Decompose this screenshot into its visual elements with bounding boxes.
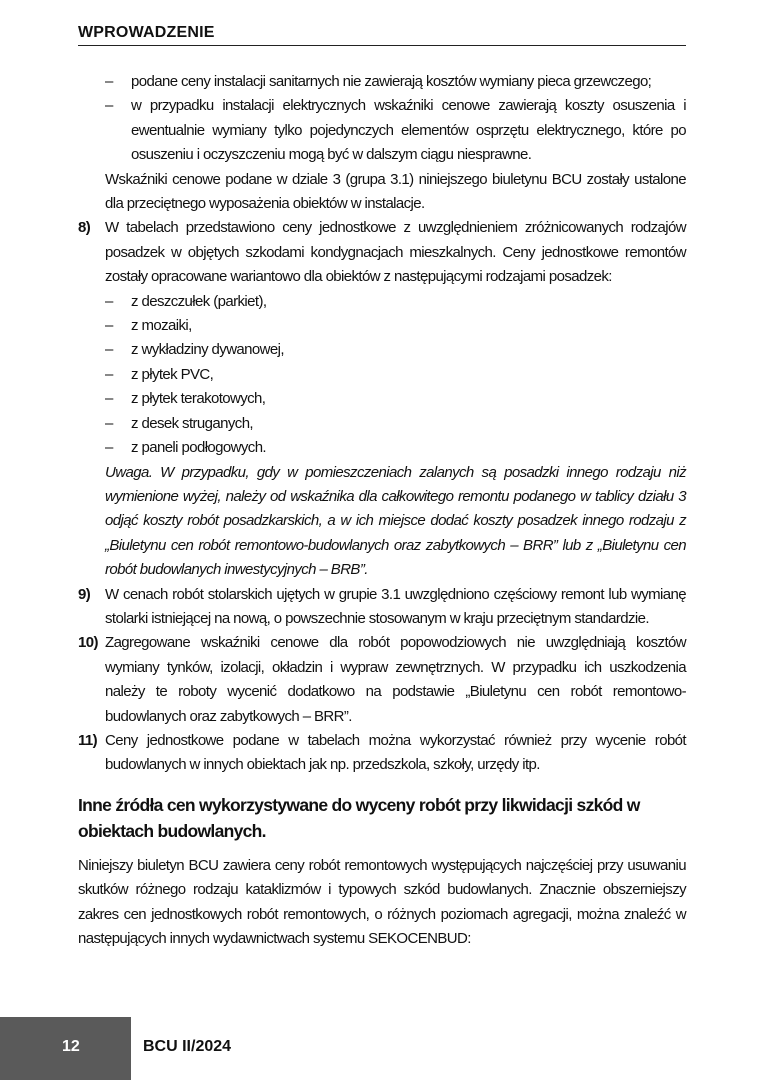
page-number: 12 xyxy=(62,1038,80,1055)
section-heading: Inne źródła cen wykorzystywane do wyceny robót przy likwidacji szkód w obiektach budowlanych. xyxy=(78,794,640,841)
dash-bullet: – xyxy=(105,317,113,335)
dash-bullet: – xyxy=(105,292,113,310)
footer-title: BCU II/2024 xyxy=(143,1038,232,1055)
note-paragraph: Uwaga. W przypadku, gdy w pomieszczeniach zalanych są posadzki innego rodzaju niż wymienione wyżej, należy od wskaźnika dla całkowitego remontu podanego w tablicy działu 3 odjąć koszty robót posadzkarskich, a w ich miejsce dodać koszty posadzek innego rodzaju z „Biuletynu cen robót remontowo-budowlanych oraz zabytkowych – BRR” lub z „Biuletynu cen robót budowlanych inwestycyjnych – BRB”. xyxy=(105,463,686,579)
item-number: 9) xyxy=(78,585,91,603)
item-text: W tabelach przedstawiono ceny jednostkowe z uwzględnieniem zróżnicowanych rodzajów posadzek w objętych szkodami kondygnacjach mieszkalnych. Ceny jednostkowe remontów zostały opracowane wariantowo dla obiektów z następującymi rodzajami posadzek: xyxy=(105,219,686,286)
numbered-item-8 xyxy=(78,216,686,582)
list-item-text: z mozaiki, xyxy=(131,317,192,335)
list-item xyxy=(105,338,686,362)
item-text: Ceny jednostkowe podane w tabelach można wykorzystać również przy wycenie robót budowlanych w innych obiektach jak np. przedszkola, szkoły, urzędy itp. xyxy=(105,731,686,774)
numbered-item-11 xyxy=(78,729,686,778)
dash-bullet: – xyxy=(105,73,113,90)
numbered-item-9 xyxy=(78,583,686,632)
list-item-text: z płytek terakotowych, xyxy=(131,390,266,408)
list-item-text: w przypadku instalacji elektrycznych wskaźniki cenowe zawierają koszty osuszenia i ewentualnie wymiany tylko pojedynczych elementów osprzętu elektrycznego, które po osuszeniu i oczyszczeniu mogą być w dalszym ciągu niesprawne. xyxy=(131,97,686,164)
item-number: 10) xyxy=(78,634,98,652)
page-header: WPROWADZENIE xyxy=(78,24,686,46)
item-number: 11) xyxy=(78,731,98,749)
dash-bullet: – xyxy=(105,341,113,359)
main-content xyxy=(78,70,686,951)
list-item xyxy=(105,314,686,338)
dash-bullet: – xyxy=(105,390,113,408)
list-item-text: z desek struganych, xyxy=(131,414,254,432)
list-item-text: z wykładziny dywanowej, xyxy=(131,341,284,359)
list-item-text: podane ceny instalacji sanitarnych nie zawierają kosztów wymiany pieca grzewczego; xyxy=(131,73,652,90)
item-text: W cenach robót stolarskich ujętych w grupie 3.1 uwzględniono częściowy remont lub wymianę stolarki istniejącej na nową, o powszechnie stosowanym w kraju przeciętnym standardzie. xyxy=(105,585,686,627)
list-item-text: z płytek PVC, xyxy=(131,365,214,383)
dash-bullet: – xyxy=(105,97,113,115)
list-item xyxy=(105,436,686,460)
list-item xyxy=(105,412,686,436)
dash-bullet: – xyxy=(105,414,113,432)
item-number: 8) xyxy=(78,219,91,237)
dash-bullet: – xyxy=(105,439,113,457)
list-item xyxy=(78,70,686,94)
list-item-text: z deszczułek (parkiet), xyxy=(131,292,267,310)
section-intro: Niniejszy biuletyn BCU zawiera ceny robót remontowych występujących najczęściej przy usuwaniu skutków różnego rodzaju kataklizmów i typowych szkód budowlanych. Znacznie obszerniejszy zakres cen jednostkowych robót remontowych, o różnych poziomach agregacji, można znaleźć w następujących innych wydawnictwach systemu SEKOCENBUD: xyxy=(78,856,686,947)
list-item xyxy=(105,363,686,387)
list-item xyxy=(78,94,686,167)
numbered-item-10 xyxy=(78,631,686,729)
list-item xyxy=(105,387,686,411)
paragraph: Wskaźniki cenowe podane w dziale 3 (grupa 3.1) niniejszego biuletynu BCU zostały ustalone dla przeciętnego wyposażenia obiektów w instalacje. xyxy=(105,170,686,213)
dash-bullet: – xyxy=(105,365,113,383)
item-text: Zagregowane wskaźniki cenowe dla robót popowodziowych nie uwzględniają kosztów wymiany tynków, izolacji, okładzin i wypraw zewnętrznych. W przypadku ich uszkodzenia należy te roboty wycenić dodatkowo na podstawie „Biuletynu cen robót remontowo-budowlanych oraz zabytkowych – BRR”. xyxy=(105,634,686,725)
list-item xyxy=(105,290,686,314)
list-item-text: z paneli podłogowych. xyxy=(131,439,266,457)
